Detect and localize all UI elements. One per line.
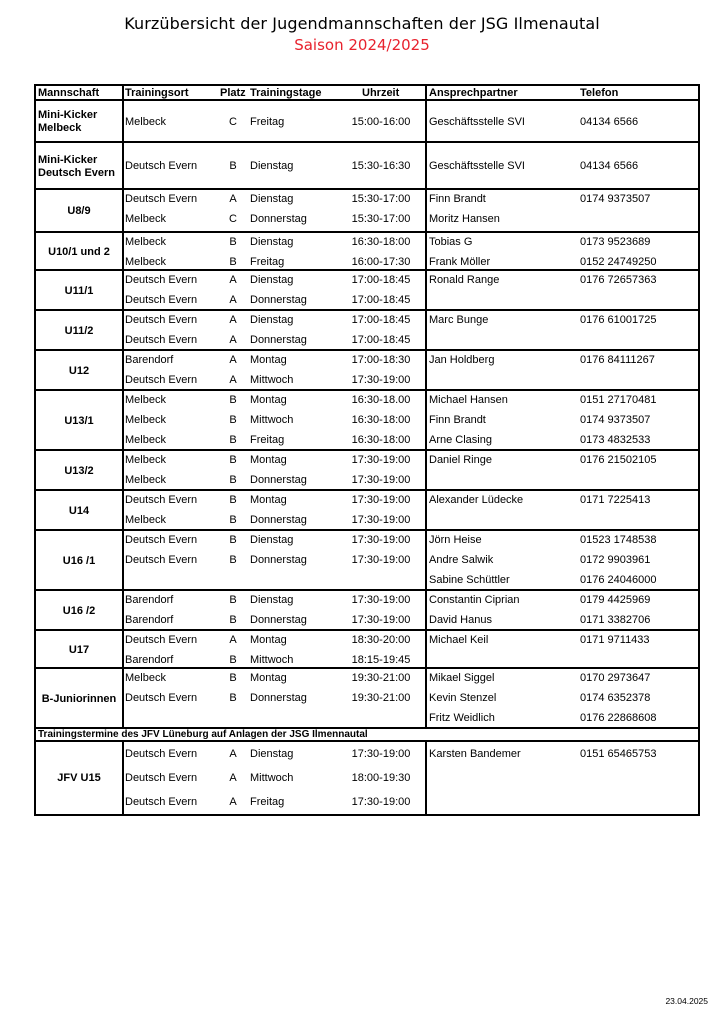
cell-ansprechpartner: Mikael Siggel xyxy=(429,672,495,684)
cell-platz: A xyxy=(229,796,237,808)
cell-platz: B xyxy=(229,236,237,248)
team-groups xyxy=(36,101,698,729)
cell-trainingstage: Donnerstag xyxy=(250,213,307,225)
cell-trainingstage: Dienstag xyxy=(250,748,294,760)
cell-ansprechpartner: Daniel Ringe xyxy=(429,454,492,466)
column-divider xyxy=(425,351,427,389)
column-divider xyxy=(425,669,427,727)
cell-platz: A xyxy=(229,354,237,366)
cell-trainingsort: Melbeck xyxy=(125,394,166,406)
column-divider xyxy=(425,101,427,141)
cell-uhrzeit: 18:15-19:45 xyxy=(351,654,411,666)
cell-platz: B xyxy=(229,434,237,446)
team-name: B-Juniorinnen xyxy=(41,693,117,705)
cell-uhrzeit: 17:00-18:45 xyxy=(351,314,411,326)
cell-trainingsort: Deutsch Evern xyxy=(125,314,198,326)
cell-ansprechpartner: Geschäftsstelle SVI xyxy=(429,116,525,128)
column-divider xyxy=(122,451,124,489)
page-title: Kurzübersicht der Jugendmannschaften der JSG Ilmenautal xyxy=(124,14,600,33)
cell-trainingsort: Barendorf xyxy=(125,594,174,606)
cell-trainingsort: Melbeck xyxy=(125,236,166,248)
cell-trainingstage: Montag xyxy=(250,672,287,684)
column-divider xyxy=(122,101,124,141)
cell-trainingstage: Donnerstag xyxy=(250,614,307,626)
cell-telefon: 0171 7225413 xyxy=(580,494,651,506)
cell-trainingstage: Mittwoch xyxy=(250,414,294,426)
table-header xyxy=(36,86,698,101)
header-uhrzeit: Uhrzeit xyxy=(362,87,400,99)
cell-trainingstage: Montag xyxy=(250,394,287,406)
cell-ansprechpartner: Jan Holdberg xyxy=(429,354,495,366)
cell-ansprechpartner: Frank Möller xyxy=(429,256,491,268)
header-trainingstage: Trainingstage xyxy=(250,87,322,99)
cell-platz: B xyxy=(229,594,237,606)
cell-ansprechpartner: Fritz Weidlich xyxy=(429,712,495,724)
team-group xyxy=(36,531,698,591)
cell-trainingstage: Dienstag xyxy=(250,193,294,205)
cell-uhrzeit: 16:30-18:00 xyxy=(351,434,411,446)
team-name: U12 xyxy=(68,365,90,377)
cell-telefon: 0174 9373507 xyxy=(580,193,651,205)
cell-trainingsort: Barendorf xyxy=(125,614,174,626)
cell-telefon: 0173 4832533 xyxy=(580,434,651,446)
cell-uhrzeit: 16:30-18:00 xyxy=(351,414,411,426)
team-name: U13/1 xyxy=(64,415,94,427)
cell-telefon: 0176 61001725 xyxy=(580,314,657,326)
cell-trainingstage: Mittwoch xyxy=(250,374,294,386)
cell-trainingsort: Deutsch Evern xyxy=(125,554,198,566)
cell-platz: B xyxy=(229,256,237,268)
cell-trainingsort: Melbeck xyxy=(125,256,166,268)
cell-platz: A xyxy=(229,314,237,326)
cell-platz: A xyxy=(229,634,237,646)
cell-telefon: 0171 9711433 xyxy=(580,634,650,646)
cell-uhrzeit: 16:30-18.00 xyxy=(351,394,411,406)
cell-platz: A xyxy=(229,294,237,306)
cell-trainingstage: Freitag xyxy=(250,796,285,808)
cell-trainingstage: Dienstag xyxy=(250,314,294,326)
column-divider xyxy=(425,742,427,814)
header-platz: Platz xyxy=(220,87,246,99)
team-name: JFV U15 xyxy=(57,772,101,784)
header-telefon: Telefon xyxy=(580,87,619,99)
cell-uhrzeit: 15:30-16:30 xyxy=(351,160,411,172)
cell-ansprechpartner: Finn Brandt xyxy=(429,414,486,426)
cell-trainingstage: Dienstag xyxy=(250,236,294,248)
cell-uhrzeit: 17:30-19:00 xyxy=(351,748,411,760)
cell-telefon: 0174 9373507 xyxy=(580,414,651,426)
cell-ansprechpartner: David Hanus xyxy=(429,614,492,626)
team-name: U11/2 xyxy=(64,325,94,337)
cell-uhrzeit: 16:30-18:00 xyxy=(351,236,411,248)
cell-trainingsort: Deutsch Evern xyxy=(125,274,198,286)
team-name: U11/1 xyxy=(64,285,94,297)
cell-trainingstage: Montag xyxy=(250,454,287,466)
column-divider xyxy=(122,86,124,99)
cell-telefon: 0151 27170481 xyxy=(580,394,657,406)
cell-trainingsort: Deutsch Evern xyxy=(125,374,198,386)
cell-trainingsort: Deutsch Evern xyxy=(125,294,198,306)
header-trainingsort: Trainingsort xyxy=(125,87,189,99)
season-subtitle: Saison 2024/2025 xyxy=(294,36,430,54)
column-divider xyxy=(425,143,427,188)
cell-telefon: 0176 24046000 xyxy=(580,574,657,586)
cell-ansprechpartner: Michael Keil xyxy=(429,634,489,646)
cell-trainingsort: Melbeck xyxy=(125,474,166,486)
cell-trainingsort: Deutsch Evern xyxy=(125,748,198,760)
column-divider xyxy=(122,391,124,449)
team-group xyxy=(36,591,698,631)
cell-trainingsort: Deutsch Evern xyxy=(125,334,198,346)
cell-ansprechpartner: Constantin Ciprian xyxy=(429,594,520,606)
cell-telefon: 04134 6566 xyxy=(580,116,639,128)
cell-uhrzeit: 15:30-17:00 xyxy=(351,213,411,225)
team-group xyxy=(36,631,698,669)
column-divider xyxy=(425,233,427,269)
team-name: U13/2 xyxy=(64,465,94,477)
cell-trainingstage: Dienstag xyxy=(250,274,294,286)
cell-platz: A xyxy=(229,374,237,386)
cell-platz: B xyxy=(229,394,237,406)
team-group xyxy=(36,451,698,491)
cell-platz: C xyxy=(229,116,237,128)
team-name: U10/1 und 2 xyxy=(48,246,110,258)
cell-platz: A xyxy=(229,772,237,784)
cell-telefon: 0152 24749250 xyxy=(580,256,657,268)
cell-uhrzeit: 17:30-19:00 xyxy=(351,796,411,808)
cell-uhrzeit: 17:30-19:00 xyxy=(351,594,411,606)
column-divider xyxy=(425,311,427,349)
cell-uhrzeit: 17:00-18:45 xyxy=(351,294,411,306)
cell-uhrzeit: 19:30-21:00 xyxy=(351,672,411,684)
team-name: U16 /2 xyxy=(62,605,96,617)
document-date: 23.04.2025 xyxy=(665,996,708,1006)
cell-uhrzeit: 17:30-19:00 xyxy=(351,554,411,566)
team-group xyxy=(36,143,698,190)
cell-uhrzeit: 17:30-19:00 xyxy=(351,494,411,506)
team-name: U14 xyxy=(68,505,90,517)
cell-trainingstage: Donnerstag xyxy=(250,514,307,526)
cell-trainingstage: Mittwoch xyxy=(250,654,294,666)
cell-trainingstage: Donnerstag xyxy=(250,554,307,566)
cell-trainingsort: Barendorf xyxy=(125,654,174,666)
column-divider xyxy=(425,631,427,667)
cell-trainingstage: Donnerstag xyxy=(250,294,307,306)
cell-telefon: 0151 65465753 xyxy=(580,748,657,760)
cell-trainingstage: Montag xyxy=(250,494,287,506)
cell-platz: B xyxy=(229,692,237,704)
cell-trainingsort: Melbeck xyxy=(125,454,166,466)
cell-trainingsort: Melbeck xyxy=(125,213,166,225)
team-group xyxy=(36,101,698,143)
column-divider xyxy=(122,311,124,349)
cell-ansprechpartner: Moritz Hansen xyxy=(429,213,500,225)
cell-platz: A xyxy=(229,748,237,760)
cell-telefon: 0176 22868608 xyxy=(580,712,657,724)
team-group xyxy=(36,391,698,451)
section-heading: Trainingstermine des JFV Lüneburg auf Anlagen der JSG Ilmennautal xyxy=(36,729,698,742)
cell-telefon: 0172 9903961 xyxy=(580,554,651,566)
cell-uhrzeit: 19:30-21:00 xyxy=(351,692,411,704)
cell-platz: B xyxy=(229,654,237,666)
cell-trainingsort: Deutsch Evern xyxy=(125,692,198,704)
cell-trainingstage: Montag xyxy=(250,354,287,366)
column-divider xyxy=(425,531,427,589)
cell-ansprechpartner: Ronald Range xyxy=(429,274,500,286)
cell-platz: A xyxy=(229,274,237,286)
column-divider xyxy=(425,271,427,309)
team-group xyxy=(36,271,698,311)
column-divider xyxy=(122,491,124,529)
cell-platz: C xyxy=(229,213,237,225)
column-divider xyxy=(425,86,427,99)
cell-ansprechpartner: Marc Bunge xyxy=(429,314,489,326)
cell-uhrzeit: 17:30-19:00 xyxy=(351,474,411,486)
cell-ansprechpartner: Tobias G xyxy=(429,236,473,248)
cell-uhrzeit: 17:30-19:00 xyxy=(351,614,411,626)
cell-telefon: 0171 3382706 xyxy=(580,614,651,626)
team-group xyxy=(36,669,698,729)
cell-trainingsort: Melbeck xyxy=(125,414,166,426)
cell-uhrzeit: 18:00-19:30 xyxy=(351,772,411,784)
cell-trainingsort: Deutsch Evern xyxy=(125,160,198,172)
cell-platz: B xyxy=(229,554,237,566)
jfv-group xyxy=(36,742,698,814)
cell-trainingsort: Melbeck xyxy=(125,434,166,446)
schedule-table xyxy=(34,84,700,816)
cell-telefon: 0176 72657363 xyxy=(580,274,657,286)
team-name: U8/9 xyxy=(67,205,91,217)
cell-trainingsort: Melbeck xyxy=(125,116,166,128)
cell-telefon: 0176 21502105 xyxy=(580,454,657,466)
column-divider xyxy=(425,591,427,629)
team-name: U17 xyxy=(68,644,90,656)
cell-platz: B xyxy=(229,614,237,626)
column-divider xyxy=(425,451,427,489)
cell-platz: B xyxy=(229,534,237,546)
cell-ansprechpartner: Karsten Bandemer xyxy=(429,748,521,760)
cell-trainingstage: Donnerstag xyxy=(250,334,307,346)
cell-trainingsort: Deutsch Evern xyxy=(125,494,198,506)
cell-platz: A xyxy=(229,334,237,346)
cell-trainingsort: Deutsch Evern xyxy=(125,534,198,546)
team-group xyxy=(36,351,698,391)
cell-uhrzeit: 15:30-17:00 xyxy=(351,193,411,205)
column-divider xyxy=(122,591,124,629)
team-group xyxy=(36,311,698,351)
cell-trainingsort: Deutsch Evern xyxy=(125,193,198,205)
header-ansprechpartner: Ansprechpartner xyxy=(429,87,518,99)
cell-platz: B xyxy=(229,160,237,172)
cell-uhrzeit: 16:00-17:30 xyxy=(351,256,411,268)
column-divider xyxy=(122,631,124,667)
cell-uhrzeit: 17:30-19:00 xyxy=(351,454,411,466)
cell-uhrzeit: 17:30-19:00 xyxy=(351,514,411,526)
cell-trainingstage: Freitag xyxy=(250,434,285,446)
team-group xyxy=(36,233,698,271)
cell-uhrzeit: 15:00-16:00 xyxy=(351,116,411,128)
cell-telefon: 01523 1748538 xyxy=(580,534,657,546)
column-divider xyxy=(122,669,124,727)
column-divider xyxy=(122,351,124,389)
team-name: Mini-Kicker Melbeck xyxy=(38,109,98,134)
cell-trainingsort: Melbeck xyxy=(125,672,166,684)
team-group xyxy=(36,491,698,531)
cell-platz: B xyxy=(229,494,237,506)
team-name: Mini-Kicker Deutsch Evern xyxy=(38,154,116,179)
cell-uhrzeit: 17:00-18:45 xyxy=(351,334,411,346)
column-divider xyxy=(122,143,124,188)
column-divider xyxy=(425,190,427,231)
cell-platz: B xyxy=(229,414,237,426)
cell-ansprechpartner: Jörn Heise xyxy=(429,534,482,546)
cell-trainingstage: Freitag xyxy=(250,116,285,128)
cell-ansprechpartner: Finn Brandt xyxy=(429,193,486,205)
column-divider xyxy=(122,233,124,269)
cell-platz: A xyxy=(229,193,237,205)
cell-ansprechpartner: Alexander Lüdecke xyxy=(429,494,524,506)
cell-trainingstage: Mittwoch xyxy=(250,772,294,784)
cell-ansprechpartner: Sabine Schüttler xyxy=(429,574,510,586)
cell-telefon: 04134 6566 xyxy=(580,160,639,172)
cell-uhrzeit: 17:30-19:00 xyxy=(351,374,411,386)
cell-platz: B xyxy=(229,454,237,466)
column-divider xyxy=(122,271,124,309)
cell-telefon: 0173 9523689 xyxy=(580,236,651,248)
cell-trainingsort: Deutsch Evern xyxy=(125,772,198,784)
cell-trainingstage: Dienstag xyxy=(250,594,294,606)
column-divider xyxy=(122,531,124,589)
cell-platz: B xyxy=(229,514,237,526)
column-divider xyxy=(425,491,427,529)
header-mannschaft: Mannschaft xyxy=(38,87,100,99)
cell-trainingstage: Dienstag xyxy=(250,534,294,546)
cell-trainingstage: Donnerstag xyxy=(250,692,307,704)
cell-ansprechpartner: Andre Salwik xyxy=(429,554,494,566)
cell-ansprechpartner: Arne Clasing xyxy=(429,434,492,446)
team-group xyxy=(36,190,698,233)
cell-trainingsort: Deutsch Evern xyxy=(125,634,198,646)
column-divider xyxy=(122,190,124,231)
cell-trainingsort: Melbeck xyxy=(125,514,166,526)
cell-uhrzeit: 18:30-20:00 xyxy=(351,634,411,646)
cell-platz: B xyxy=(229,474,237,486)
cell-telefon: 0179 4425969 xyxy=(580,594,651,606)
cell-trainingstage: Montag xyxy=(250,634,287,646)
cell-ansprechpartner: Kevin Stenzel xyxy=(429,692,497,704)
cell-telefon: 0174 6352378 xyxy=(580,692,651,704)
cell-telefon: 0176 84111267 xyxy=(580,354,655,366)
team-group xyxy=(36,742,698,814)
cell-uhrzeit: 17:00-18:30 xyxy=(351,354,411,366)
cell-platz: B xyxy=(229,672,237,684)
cell-ansprechpartner: Michael Hansen xyxy=(429,394,508,406)
cell-trainingstage: Donnerstag xyxy=(250,474,307,486)
column-divider xyxy=(425,391,427,449)
cell-ansprechpartner: Geschäftsstelle SVI xyxy=(429,160,525,172)
cell-trainingsort: Deutsch Evern xyxy=(125,796,198,808)
cell-telefon: 0170 2973647 xyxy=(580,672,651,684)
cell-trainingstage: Dienstag xyxy=(250,160,294,172)
team-name: U16 /1 xyxy=(62,555,96,567)
cell-trainingstage: Freitag xyxy=(250,256,285,268)
column-divider xyxy=(122,742,124,814)
cell-uhrzeit: 17:00-18:45 xyxy=(351,274,411,286)
cell-uhrzeit: 17:30-19:00 xyxy=(351,534,411,546)
cell-trainingsort: Barendorf xyxy=(125,354,174,366)
